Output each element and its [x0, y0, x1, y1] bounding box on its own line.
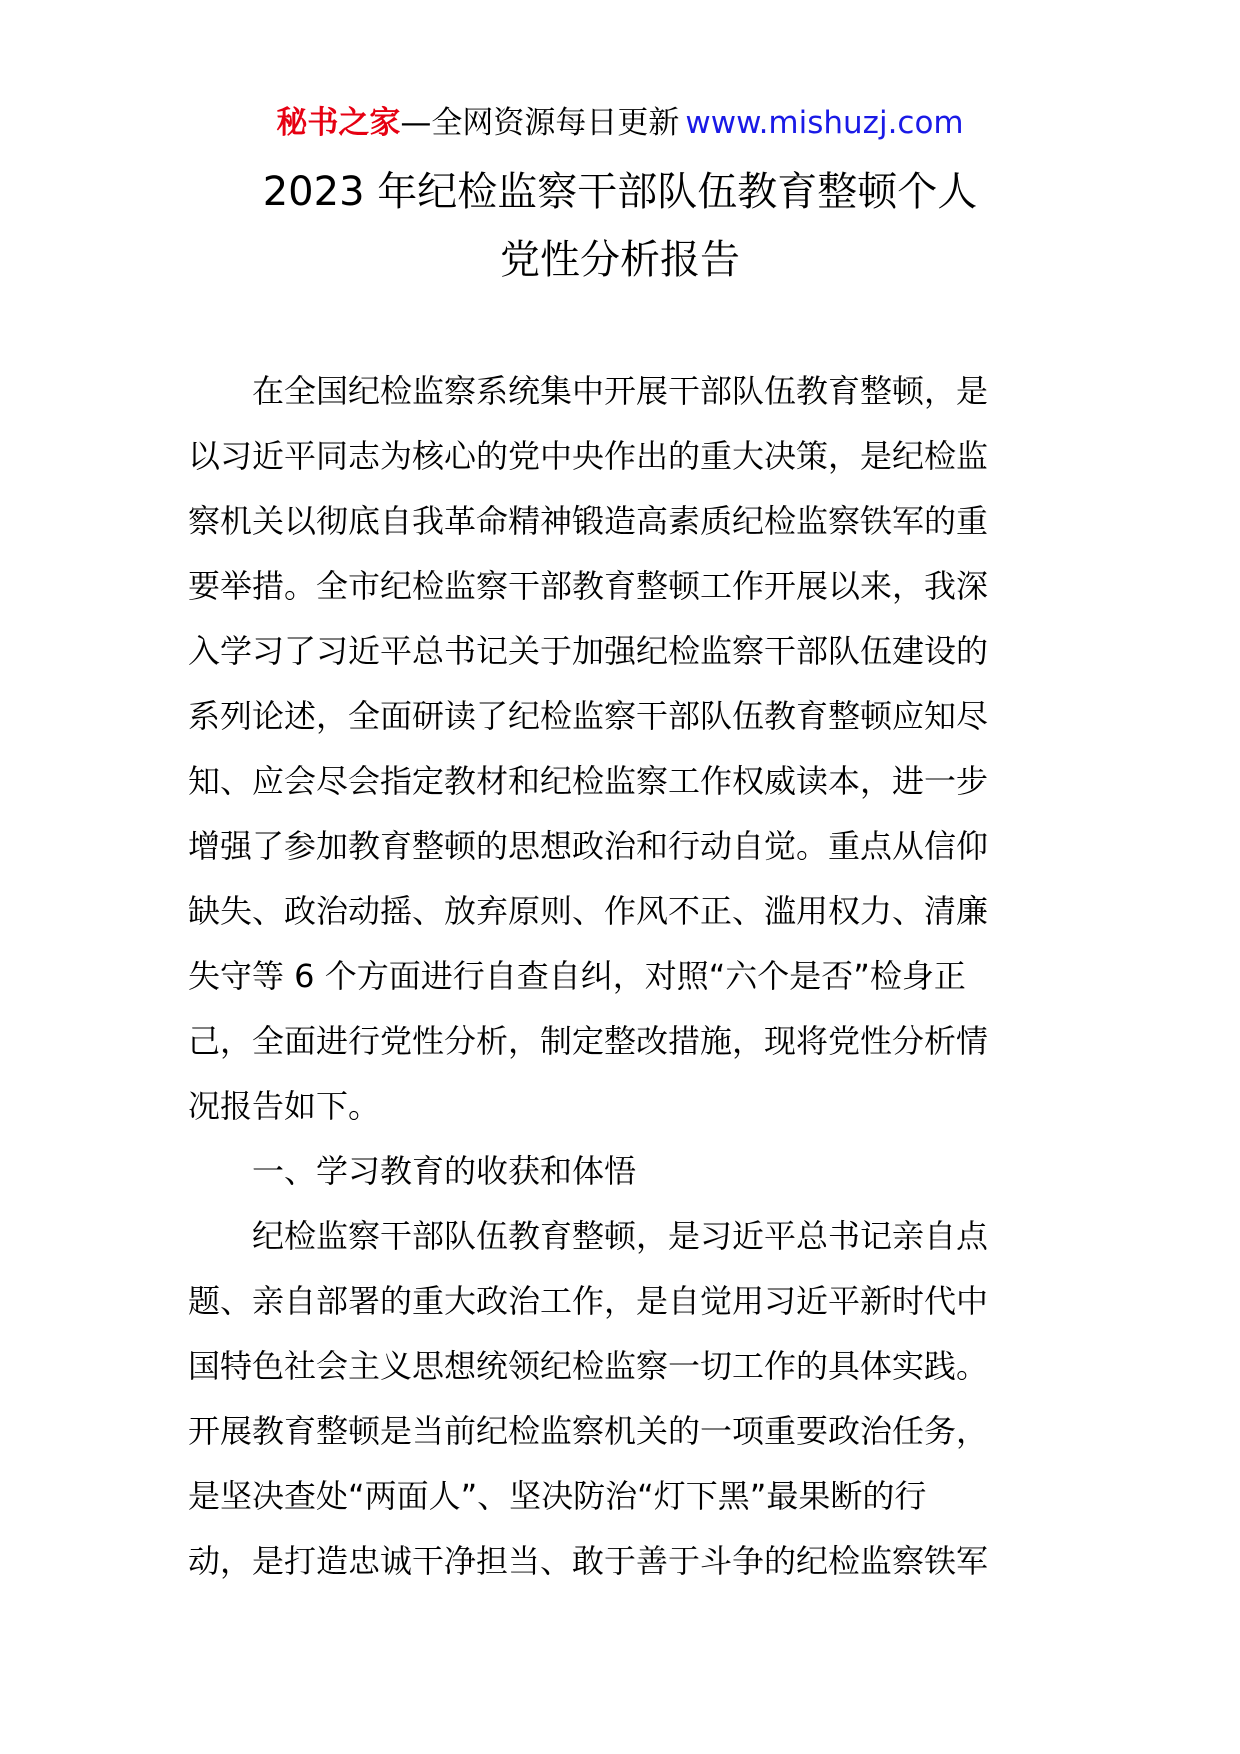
header-slogan: 全网资源每日更新	[431, 105, 680, 141]
body-line: 况报告如下。	[188, 1087, 381, 1125]
section-heading: 一、学习教育的收获和体悟	[252, 1152, 637, 1190]
page-header	[0, 101, 1240, 145]
body-line: 失守等 6 个方面进行自查自纠，对照“六个是否”检身正	[188, 957, 966, 995]
body-line: 增强了参加教育整顿的思想政治和行动自觉。重点从信仰	[188, 827, 989, 865]
body-line: 以习近平同志为核心的党中央作出的重大决策，是纪检监	[188, 437, 989, 475]
document-body	[188, 359, 1058, 1594]
body-line: 题、亲自部署的重大政治工作，是自觉用习近平新时代中	[188, 1282, 989, 1320]
body-line: 是坚决查处“两面人”、坚决防治“灯下黑”最果断的行	[188, 1477, 927, 1515]
body-line: 国特色社会主义思想统领纪检监察一切工作的具体实践。	[188, 1347, 989, 1385]
body-line: 缺失、政治动摇、放弃原则、作风不正、滥用权力、清廉	[188, 892, 989, 930]
body-line: 在全国纪检监察系统集中开展干部队伍教育整顿，是	[252, 372, 989, 410]
brand-name: 秘书之家	[276, 105, 401, 141]
body-line: 纪检监察干部队伍教育整顿，是习近平总书记亲自点	[252, 1217, 989, 1255]
document-title-line-1: 2023 年纪检监察干部队伍教育整顿个人	[262, 169, 978, 215]
body-line: 要举措。全市纪检监察干部教育整顿工作开展以来，我深	[188, 567, 989, 605]
body-line: 系列论述，全面研读了纪检监察干部队伍教育整顿应知尽	[188, 697, 989, 735]
body-line: 入学习了习近平总书记关于加强纪检监察干部队伍建设的	[188, 632, 989, 670]
body-line: 开展教育整顿是当前纪检监察机关的一项重要政治任务，	[188, 1412, 989, 1450]
header-dash: —	[400, 105, 432, 141]
body-line: 知、应会尽会指定教材和纪检监察工作权威读本，进一步	[188, 762, 989, 800]
body-line: 己，全面进行党性分析，制定整改措施，现将党性分析情	[188, 1022, 989, 1060]
body-line: 动，是打造忠诚干净担当、敢于善于斗争的纪检监察铁军	[188, 1542, 989, 1580]
header-url[interactable]: www.mishuzj.com	[685, 105, 964, 141]
document-title-line-2: 党性分析报告	[500, 237, 740, 283]
body-line: 察机关以彻底自我革命精神锻造高素质纪检监察铁军的重	[188, 502, 989, 540]
